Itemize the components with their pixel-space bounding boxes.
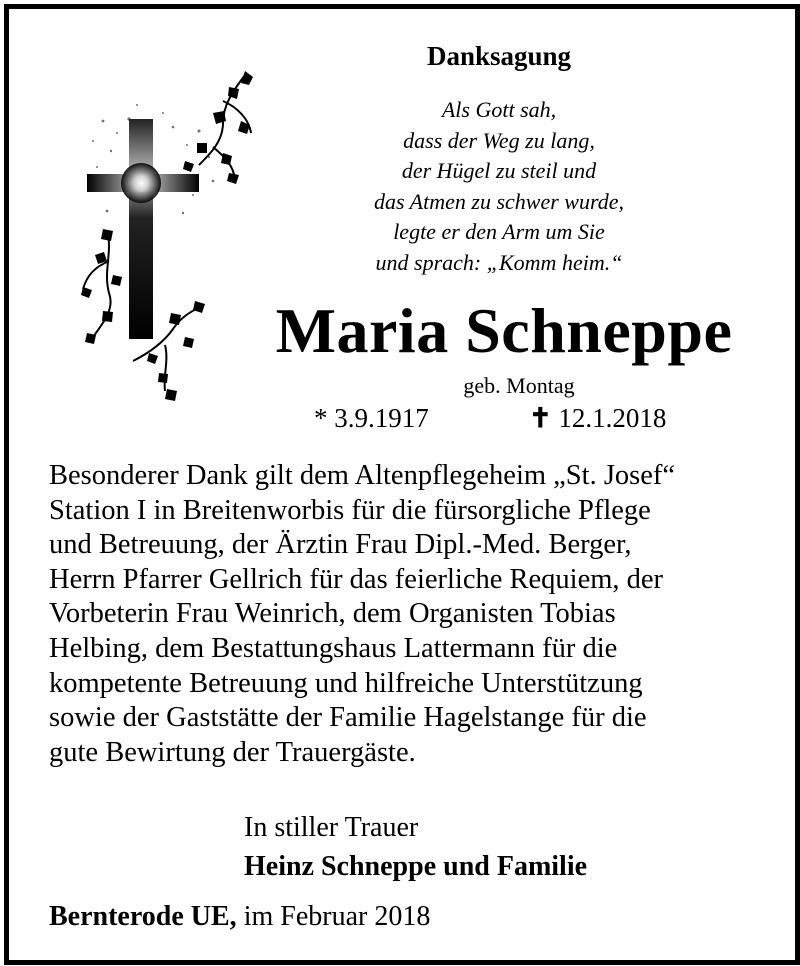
birth-symbol: * [314, 403, 328, 433]
notice-heading: Danksagung [426, 41, 572, 71]
paragraph-line: und Betreuung, der Ärztin Frau Dipl.-Med. Berger, [49, 529, 632, 561]
maiden-name: geb. Montag [463, 373, 575, 398]
poem-line: Als Gott sah, [441, 97, 557, 122]
place-date-line [49, 901, 430, 933]
deceased-name: Maria Schneppe [275, 295, 733, 366]
birth-date-line [314, 403, 429, 434]
death-date: 12.1.2018 [558, 403, 667, 433]
thanks-paragraph [49, 459, 794, 770]
mourning-family: Heinz Schneppe und Familie [244, 851, 588, 882]
date-line: im Februar 2018 [243, 901, 431, 932]
poem-line: der Hügel zu steil und [401, 158, 597, 183]
poem-line: und sprach: „Komm heim.“ [375, 249, 623, 275]
paragraph-line: sowie der Gaststätte der Familie Hagelstange für die [49, 702, 647, 734]
paragraph-line: Besonderer Dank gilt dem Altenpflegeheim „St. Josef“ [49, 460, 676, 491]
death-symbol: ✝ [529, 403, 552, 433]
paragraph-line: Station I in Breitenworbis für die fürsorgliche Pflege [49, 494, 651, 526]
poem-line: das Atmen zu schwer wurde, [374, 188, 624, 214]
paragraph-line: kompetente Betreuung und hilfreiche Unterstützung [49, 667, 643, 699]
poem [309, 95, 689, 278]
mourning-intro: In stiller Trauer [244, 812, 419, 843]
poem-line: legte er den Arm um Sie [393, 219, 605, 244]
paragraph-line: gute Bewirtung der Trauergäste. [49, 736, 416, 768]
paragraph-line: Herrn Pfarrer Gellrich für das feierliche Requiem, der [49, 563, 664, 595]
place: Bernterode UE, [49, 901, 237, 932]
poem-line: dass der Weg zu lang, [403, 127, 595, 153]
death-date-line [529, 403, 666, 434]
birth-date: 3.9.1917 [334, 403, 429, 433]
obituary-notice [4, 4, 800, 965]
paragraph-line: Vorbeterin Frau Weinrich, dem Organisten Tobias [49, 598, 616, 630]
paragraph-line: Helbing, dem Bestattungshaus Lattermann für die [49, 632, 618, 664]
